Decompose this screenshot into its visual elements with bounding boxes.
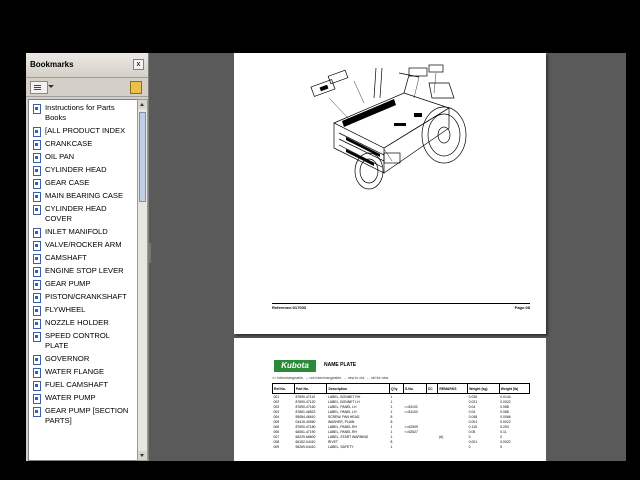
bookmark-icon bbox=[33, 381, 41, 391]
table-cell: 8 bbox=[390, 439, 393, 444]
bookmark-icon bbox=[33, 280, 41, 290]
table-cell: 1 bbox=[390, 429, 393, 434]
table-cell: 001 bbox=[273, 394, 295, 400]
table-cell: 008 bbox=[273, 439, 280, 444]
bookmark-label: ENGINE STOP LEVER bbox=[45, 266, 124, 275]
bookmark-icon bbox=[33, 192, 41, 202]
column-header: Description bbox=[327, 384, 390, 394]
table-cell: LABEL, BONNET LH bbox=[327, 399, 360, 404]
table-cell: 1 bbox=[390, 399, 393, 404]
bookmark-item[interactable] bbox=[29, 253, 137, 263]
table-cell: 0.11 bbox=[500, 429, 507, 434]
bookmark-icon bbox=[33, 205, 41, 215]
bookmark-icon bbox=[33, 267, 41, 277]
bookmark-item[interactable] bbox=[29, 393, 137, 403]
table-cell: 0.001 bbox=[468, 439, 478, 444]
table-cell: 0.001 bbox=[468, 419, 478, 424]
bookmark-icon bbox=[33, 407, 41, 417]
table-cell: LABEL, PANEL LH bbox=[327, 409, 357, 414]
table-cell: 1 bbox=[390, 424, 393, 429]
table-cell: 87690-47180 bbox=[295, 424, 316, 429]
bookmark-label: OIL PAN bbox=[45, 152, 75, 161]
table-cell: (A) bbox=[438, 434, 444, 439]
table-cell: 006 bbox=[273, 429, 280, 434]
column-header: Weight (lb) bbox=[499, 384, 529, 394]
table-cell: 1 bbox=[390, 409, 393, 414]
table-cell: 1 bbox=[390, 434, 393, 439]
table-cell: 87661-46523 bbox=[295, 409, 316, 414]
bookmark-item[interactable] bbox=[29, 318, 137, 328]
scroll-thumb[interactable] bbox=[139, 112, 146, 202]
options-menu-icon[interactable] bbox=[30, 81, 48, 94]
bookmark-item[interactable] bbox=[29, 279, 137, 289]
bookmark-label: NOZZLE HOLDER bbox=[45, 318, 109, 327]
table-cell: 0 bbox=[468, 434, 471, 439]
table-cell: 66061-47190 bbox=[295, 429, 316, 434]
bookmark-item[interactable] bbox=[29, 240, 137, 250]
bookmark-icon bbox=[33, 241, 41, 251]
interchangeability-legend: <> Interchangeable, ↔ not interchangeable, → new to old, ← old for new bbox=[272, 376, 389, 380]
bookmark-label: GEAR PUMP bbox=[45, 279, 91, 288]
table-cell: 8 bbox=[390, 419, 393, 424]
bookmarks-title: Bookmarks bbox=[30, 60, 74, 69]
table-cell: 0.253 bbox=[500, 424, 509, 429]
bookmarks-panel bbox=[26, 53, 149, 461]
bookmark-item[interactable] bbox=[29, 165, 137, 175]
bookmark-item[interactable] bbox=[29, 152, 137, 162]
bookmark-icon bbox=[33, 355, 41, 365]
tractor-exploded-diagram bbox=[234, 53, 546, 213]
bookmark-icon bbox=[33, 306, 41, 316]
bookmark-item[interactable] bbox=[29, 380, 137, 390]
table-cell: 0.04 bbox=[468, 409, 476, 414]
bookmark-label: PISTON/CRANKSHAFT bbox=[45, 292, 127, 301]
table-cell: 007 bbox=[273, 434, 280, 439]
bookmark-icon bbox=[33, 368, 41, 378]
bookmark-label: GEAR CASE bbox=[45, 178, 90, 187]
bookmark-item[interactable] bbox=[29, 305, 137, 315]
table-cell: 8 bbox=[390, 414, 393, 419]
table-cell: 0.115 bbox=[468, 424, 477, 429]
bookmark-item[interactable] bbox=[29, 266, 137, 276]
table-cell: 0.048 bbox=[468, 414, 478, 419]
table-cell: 0 bbox=[500, 444, 503, 449]
column-header: REMARKS bbox=[438, 384, 468, 394]
table-cell: 04415-40060 bbox=[295, 419, 316, 424]
bookmark-label: VALVE/ROCKER ARM bbox=[45, 240, 122, 249]
table-cell bbox=[438, 444, 468, 449]
bookmark-icon bbox=[33, 254, 41, 264]
bookmark-item[interactable] bbox=[29, 204, 137, 224]
bookmark-item[interactable] bbox=[29, 227, 137, 237]
scroll-up-icon[interactable] bbox=[138, 100, 147, 109]
bookmark-label: CAMSHAFT bbox=[45, 253, 87, 262]
bookmarks-list bbox=[28, 99, 138, 461]
table-cell: 004 bbox=[273, 414, 280, 419]
bookmarks-scrollbar[interactable] bbox=[137, 99, 148, 461]
table-cell: 009 bbox=[273, 444, 280, 449]
bookmark-icon bbox=[33, 104, 41, 114]
table-cell: RIVET bbox=[327, 439, 338, 444]
bookmark-item[interactable] bbox=[29, 331, 137, 351]
new-bookmark-icon[interactable] bbox=[130, 81, 142, 94]
pdf-viewer-window bbox=[26, 53, 626, 461]
table-cell bbox=[404, 444, 427, 449]
table-cell: 87690-47160 bbox=[295, 404, 316, 409]
table-cell: 005 bbox=[273, 419, 280, 424]
bookmark-label: WATER PUMP bbox=[45, 393, 96, 402]
bookmark-item[interactable] bbox=[29, 126, 137, 136]
table-cell: 0.04 bbox=[468, 404, 476, 409]
bookmark-label: INLET MANIFOLD bbox=[45, 227, 108, 236]
table-cell: 55084-46610 bbox=[295, 414, 316, 419]
table-cell: 0.021 bbox=[468, 399, 478, 404]
bookmark-label: Instructions for Parts Books bbox=[45, 103, 115, 122]
bookmark-icon bbox=[33, 228, 41, 238]
table-cell: 0.0022 bbox=[500, 419, 511, 424]
table-cell: 87690-47110 bbox=[294, 394, 326, 400]
table-cell: LABEL, SAFETY bbox=[327, 444, 354, 449]
table-cell: <=81102 bbox=[404, 404, 418, 409]
bookmark-item[interactable] bbox=[29, 367, 137, 377]
bookmark-item[interactable] bbox=[29, 139, 137, 149]
table-cell: 002 bbox=[273, 399, 280, 404]
document-page-2 bbox=[234, 338, 546, 461]
parts-table bbox=[272, 383, 530, 449]
section-title: NAME PLATE bbox=[324, 362, 357, 368]
table-cell: 003 bbox=[273, 404, 280, 409]
bookmark-icon bbox=[33, 319, 41, 329]
page-footer bbox=[272, 303, 530, 310]
table-cell: 006 bbox=[273, 424, 280, 429]
table-cell: LABEL, PANEL RH bbox=[327, 424, 357, 429]
table-row bbox=[273, 444, 530, 449]
column-header: Ref.No. bbox=[273, 384, 295, 394]
bookmark-label: FUEL CAMSHAFT bbox=[45, 380, 109, 389]
table-cell: 0.05 bbox=[468, 429, 476, 434]
column-header: Q'ty bbox=[390, 384, 404, 394]
column-header: Part No. bbox=[294, 384, 326, 394]
bookmark-icon bbox=[33, 179, 41, 189]
bookmark-item[interactable] bbox=[29, 191, 137, 201]
table-cell: LABEL, START WARNING bbox=[327, 434, 369, 439]
page-number: Page:08 bbox=[514, 305, 530, 310]
chevron-down-icon[interactable] bbox=[48, 85, 54, 88]
table-cell: 0.088 bbox=[500, 404, 509, 409]
bookmark-item[interactable] bbox=[29, 103, 137, 123]
bookmark-icon bbox=[33, 153, 41, 163]
bookmark-icon bbox=[33, 293, 41, 303]
column-header: Weight (kg) bbox=[468, 384, 500, 394]
bookmark-label: CRANKCASE bbox=[45, 139, 93, 148]
table-cell: 0.0066 bbox=[500, 414, 511, 419]
bookmark-label: FLYWHEEL bbox=[45, 305, 86, 314]
bookmark-item[interactable] bbox=[29, 354, 137, 364]
table-cell: SCREW, PAN HEAD bbox=[327, 414, 360, 419]
bookmark-icon bbox=[33, 332, 41, 342]
bookmark-icon bbox=[33, 140, 41, 150]
table-cell: 0.0022 bbox=[500, 439, 511, 444]
bookmark-label: GEAR PUMP [SECTION PARTS] bbox=[45, 406, 129, 425]
kubota-logo: Kubota bbox=[274, 360, 316, 372]
table-cell: <=62527 bbox=[404, 429, 418, 434]
table-cell: 87690-47120 bbox=[295, 399, 316, 404]
close-panel-button[interactable]: x bbox=[133, 59, 144, 70]
table-cell: 0.026 bbox=[468, 394, 500, 400]
column-header: CC bbox=[426, 384, 438, 394]
table-cell: 1 bbox=[390, 444, 393, 449]
table-header-row bbox=[273, 384, 530, 394]
table-cell: 0.0144 bbox=[499, 394, 529, 400]
bookmark-icon bbox=[33, 127, 41, 137]
table-cell: WASHER, PLAIN bbox=[327, 419, 355, 424]
bookmark-label: SPEED CONTROL PLATE bbox=[45, 331, 110, 350]
table-cell: <=81103 bbox=[404, 409, 418, 414]
bookmark-item[interactable] bbox=[29, 178, 137, 188]
table-cell: 0 bbox=[468, 444, 471, 449]
document-page-1 bbox=[234, 53, 546, 334]
table-cell: 55269-04410 bbox=[295, 444, 316, 449]
table-cell: 0 bbox=[500, 434, 503, 439]
bookmark-item[interactable] bbox=[29, 406, 137, 426]
table-cell: 0.0022 bbox=[500, 399, 511, 404]
table-cell: LABEL, BONNET RH bbox=[327, 394, 390, 400]
table-cell: 003 bbox=[273, 409, 280, 414]
table-cell: 1 bbox=[390, 394, 404, 400]
bookmark-icon bbox=[33, 166, 41, 176]
table-cell: 66152-04410 bbox=[295, 439, 316, 444]
bookmark-label: [ALL PRODUCT INDEX bbox=[45, 126, 126, 135]
bookmarks-toolbar bbox=[26, 78, 148, 97]
table-cell: 66229-66600 bbox=[295, 434, 316, 439]
table-cell: LABEL, PANEL LH bbox=[327, 404, 357, 409]
table-cell bbox=[426, 444, 438, 449]
table-cell: <=62509 bbox=[404, 424, 418, 429]
bookmark-label: WATER FLANGE bbox=[45, 367, 105, 376]
bookmark-icon bbox=[33, 394, 41, 404]
column-header: S.No. bbox=[404, 384, 427, 394]
scroll-down-icon[interactable] bbox=[138, 451, 147, 460]
table-cell: LABEL, PANEL RH bbox=[327, 429, 357, 434]
bookmark-item[interactable] bbox=[29, 292, 137, 302]
bookmark-label: CYLINDER HEAD bbox=[45, 165, 107, 174]
reference-number: Reference:017003 bbox=[272, 305, 307, 310]
bookmark-label: CYLINDER HEAD COVER bbox=[45, 204, 107, 223]
panel-splitter-handle[interactable] bbox=[149, 243, 151, 263]
bookmark-label: MAIN BEARING CASE bbox=[45, 191, 124, 200]
bookmarks-header bbox=[26, 53, 148, 78]
table-cell: 0.088 bbox=[500, 409, 509, 414]
bookmark-label: GOVERNOR bbox=[45, 354, 90, 363]
table-cell: 1 bbox=[390, 404, 393, 409]
